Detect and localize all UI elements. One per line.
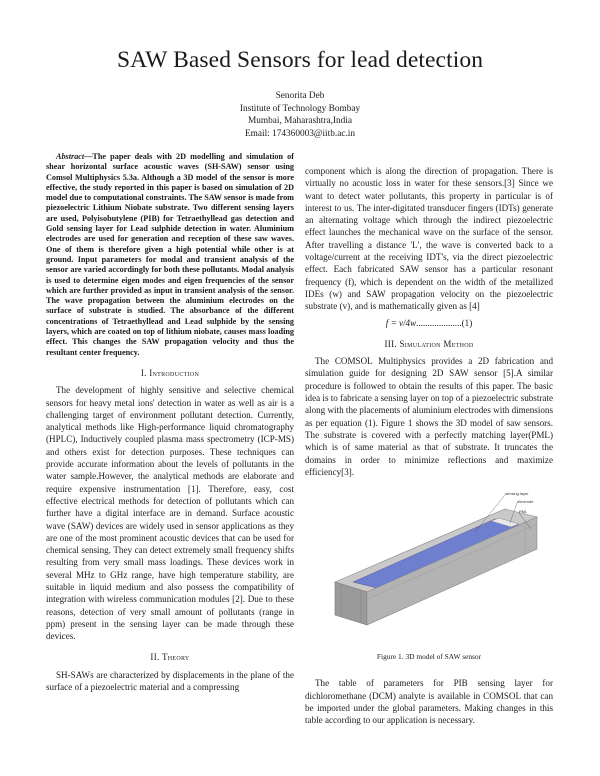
author-name: Senorita Deb [275, 91, 325, 101]
equation-formula: f = v/4w [385, 317, 417, 328]
figure-saw-model [305, 487, 553, 647]
saw-3d-model-drawing [305, 487, 553, 647]
abstract-text: —The paper deals with 2D modelling and simulation of shear horizontal surface acoustic waves (SH-SAW) sensor using Comsol Multiphysics 5.3a. Although a 3D model of the sensor is more effective, the study reported in this paper is based on simulation of 2D model due to computational constraints. The SAW sensor is made from piezoelectric Lithium Niobate substrate. Two different sensing layers are used, Polyisobutylene (PIB) for Tetraethyllead gas detection and Gold sensing layer for Lead sulphide detection in water. Aluminium electrodes are used for generation and reception of these saw waves. One of them is therefore given a high potential while other is at ground. Input parameters for modal and transient analysis of the sensor are varied accordingly for both these pollutants. Modal analysis is used to determine eigen modes and eigen frequencies of the sensor which are further provided as input in transient analysis of the sensor. The wave propagation between the aluminium electrodes on the surface of substrate is studied. The absorbance of the different concentrations of Tetraethyllead and Lead sulphide by the sensing layers, which are coated on top of lithium niobate, causes mass loading effect. This changes the SAW propagation velocity and thus the resultant center frequency. [46, 152, 294, 357]
introduction-paragraph: The development of highly sensitive and selective chemical sensors for heavy metal ions' detection in water as well as air is a challenging target of environment pollutant detection. Currently, analytical methods like High-performance liquid chromatography (HPLC), Inductively coupled plasma mass spectrometry (ICP-MS) and others exist for detection purposes. These techniques can provide accurate information about the levels of pollutants in the water sample.However, the analytical methods are elaborate and require expensive instrumentation [1]. Therefore, easy, cost effective electrical methods for detection of pollutants which can further have a digital interface are in demand. Surface acoustic wave (SAW) devices are widely used in sensor applications as they are one of the most prominent acoustic devices that can be used for chemical sensing. They can detect extremely small frequency shifts resulting from very small mass loadings. These devices work in several MHz to GHz range, have high temperature stability, are suitable in liquid medium and also possess the compatibility of integration with wireless communication modules [2]. Due to these reasons, detection of very small amount of pollutants (range in ppm) present in the sensing layer can be made through these devices. [46, 385, 294, 642]
section-heading-introduction: I. Introduction [140, 367, 200, 378]
author-block [0, 90, 600, 140]
left-column [46, 152, 294, 693]
abstract [46, 152, 294, 358]
abstract-label: Abstract [56, 152, 85, 161]
paper-title: SAW Based Sensors for lead detection [116, 47, 484, 73]
figure-caption: Figure 1. 3D model of SAW sensor [376, 652, 482, 662]
parameters-paragraph: The table of parameters for PIB sensing layer for dichloromethane (DCM) analyte is available in COMSOL that can be imported under the global parameters. Making changes in this table according to our application is necessary. [305, 678, 553, 726]
equation-1 [305, 317, 553, 329]
equation-number: ....................(1) [416, 317, 473, 328]
author-institute: Institute of Technology Bombay [239, 103, 361, 114]
label-pml: PML [519, 509, 528, 515]
theory-paragraph: SH-SAWs are characterized by displacements in the plane of the surface of a piezoelectric material and a compressing [46, 669, 294, 693]
section-heading-theory: II. Theory [150, 652, 190, 663]
simulation-paragraph: The COMSOL Multiphysics provides a 2D fabrication and simulation guide for designing 2D SAW sensor [5].A similar procedure is followed to obtain the results of this paper. The basic idea is to fabricate a sensing layer on top of a piezoelectric substrate along with the placements of aluminium electrodes with dimensions as per equation (1). Figure 1 shows the 3D model of saw sensors. The substrate is covered with a perfectly matching layer(PML) which is of same material as that of substrate. It truncates the domains in order to minimize reflections and maximize efficiency[3]. [305, 356, 554, 477]
author-email: Email: 174360003@iitb.ac.in [244, 128, 356, 139]
author-location: Mumbai, Maharashtra,India [247, 116, 353, 127]
label-electrode: electrode [517, 499, 534, 505]
label-sensing-layer: sensing layer [505, 491, 529, 497]
right-column [305, 165, 553, 727]
theory-paragraph-continued: component which is along the direction of propagation. There is virtually no acoustic loss in water for these sensors.[3] Since we want to detect water pollutants, this property in particular is of interest to us. The inter-digitated transducer fingers (IDTs) generate an alternating voltage which through the indirect piezoelectric effect launches the mechanical wave on the surface of the sensor. After travelling a distance 'L', the wave is converted back to a voltage/current at the receiving IDT's, via the direct piezoelectric effect. Each fabricated SAW sensor has a particular resonant frequency (f), which is dependent on the width of the metallized IDEs (w) and SAW propagation velocity on the piezoelectric substrate (v), and is mathematically given as [4] [305, 166, 553, 312]
section-heading-simulation: III. Simulation Method [384, 338, 474, 349]
